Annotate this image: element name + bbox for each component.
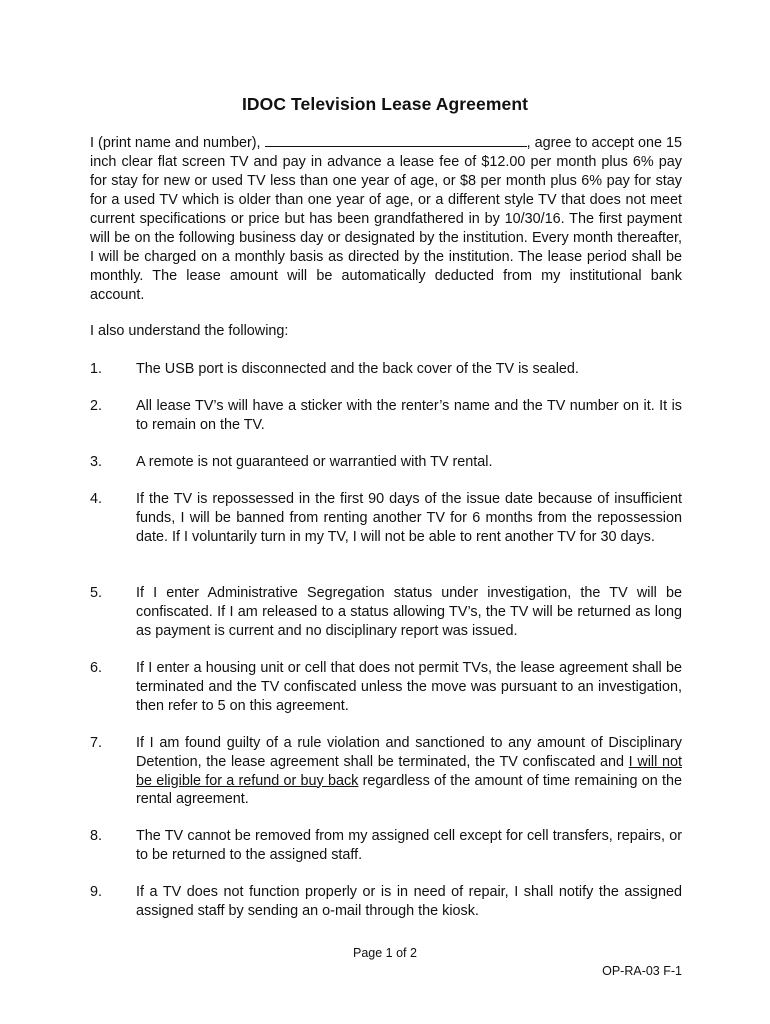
list-item-number: 3. xyxy=(90,454,103,470)
understand-heading: I also understand the following: xyxy=(90,323,289,339)
name-number-blank-line[interactable] xyxy=(265,133,527,147)
list-item-number: 1. xyxy=(90,361,103,377)
list-item-text xyxy=(136,734,682,809)
list-item-text: If I enter a housing unit or cell that does not permit TVs, the lease agreement shall be terminated and the TV confiscated unless the move was pursuant to an investigation, then refer to 5 on this agreement. xyxy=(136,660,682,714)
intro-paragraph xyxy=(90,133,682,305)
list-item xyxy=(90,584,682,640)
list-item-text: If I enter Administrative Segregation status under investigation, the TV will be confiscated. If I am released to a status allowing TV’s, the TV will be returned as long as payment is current and no disciplinary report was issued. xyxy=(136,585,682,639)
page-number: Page 1 of 2 xyxy=(353,946,417,960)
intro-suffix: , agree to accept one 15 inch clear flat screen TV and pay in advance a lease fee of $12.00 per month plus 6% pay for stay for new or used TV less than one year of age, or $8 per month plus 6% pay for stay for a used TV which is older than one year of age, or a different style TV that does not meet current specifications or price but has been grandfathered in by 10/30/16. The first payment will be on the following business day or designated by the institution. Every month thereafter, I will be charged on a monthly basis as directed by the institution. The lease period shall be monthly. The lease amount will be automatically deducted from my institutional bank account. xyxy=(90,135,682,303)
list-item xyxy=(90,360,682,379)
list-item-number: 9. xyxy=(90,884,103,900)
list-item xyxy=(90,490,682,546)
list-item xyxy=(90,659,682,715)
list-item xyxy=(90,734,682,809)
form-code: OP-RA-03 F-1 xyxy=(602,964,682,978)
list-item-text: If the TV is repossessed in the first 90 days of the issue date because of insufficient funds, I will be banned from renting another TV for 6 months from the repossession date. If I voluntarily turn in my TV, I will not be able to rent another TV for 30 days. xyxy=(136,491,682,545)
list-item-text: The USB port is disconnected and the back cover of the TV is sealed. xyxy=(136,361,579,377)
document-title: IDOC Television Lease Agreement xyxy=(241,94,529,114)
list-item-number: 5. xyxy=(90,585,103,601)
list-item-number: 7. xyxy=(90,735,103,751)
list-item-text: If a TV does not function properly or is in need of repair, I shall notify the assigned assigned staff by sending an o-mail through the kiosk. xyxy=(136,884,682,919)
list-item-number: 8. xyxy=(90,828,103,844)
list-item xyxy=(90,453,682,472)
item-7-text-after: regardless of the amount of time remaining on the rental agreement. xyxy=(136,772,682,808)
item-7-text-before: If I am found guilty of a rule violation and sanctioned to any amount of Disciplinary Detention, the lease agreement shall be terminated, the TV confiscated and xyxy=(136,735,682,770)
list-item-text: The TV cannot be removed from my assigned cell except for cell transfers, repairs, or to be returned to the assigned staff. xyxy=(136,828,682,863)
item-7-underlined-text: I will not be eligible for a refund or buy back xyxy=(136,753,682,789)
list-item xyxy=(90,883,682,921)
list-item xyxy=(90,397,682,435)
list-item-text: All lease TV’s will have a sticker with the renter’s name and the TV number on it. It is to remain on the TV. xyxy=(136,398,682,433)
list-item-number: 2. xyxy=(90,398,103,414)
list-item xyxy=(90,827,682,865)
intro-prefix: I (print name and number), xyxy=(90,135,265,151)
list-item-text: A remote is not guaranteed or warrantied with TV rental. xyxy=(136,454,493,470)
list-item-number: 6. xyxy=(90,660,103,676)
list-item-number: 4. xyxy=(90,491,103,507)
